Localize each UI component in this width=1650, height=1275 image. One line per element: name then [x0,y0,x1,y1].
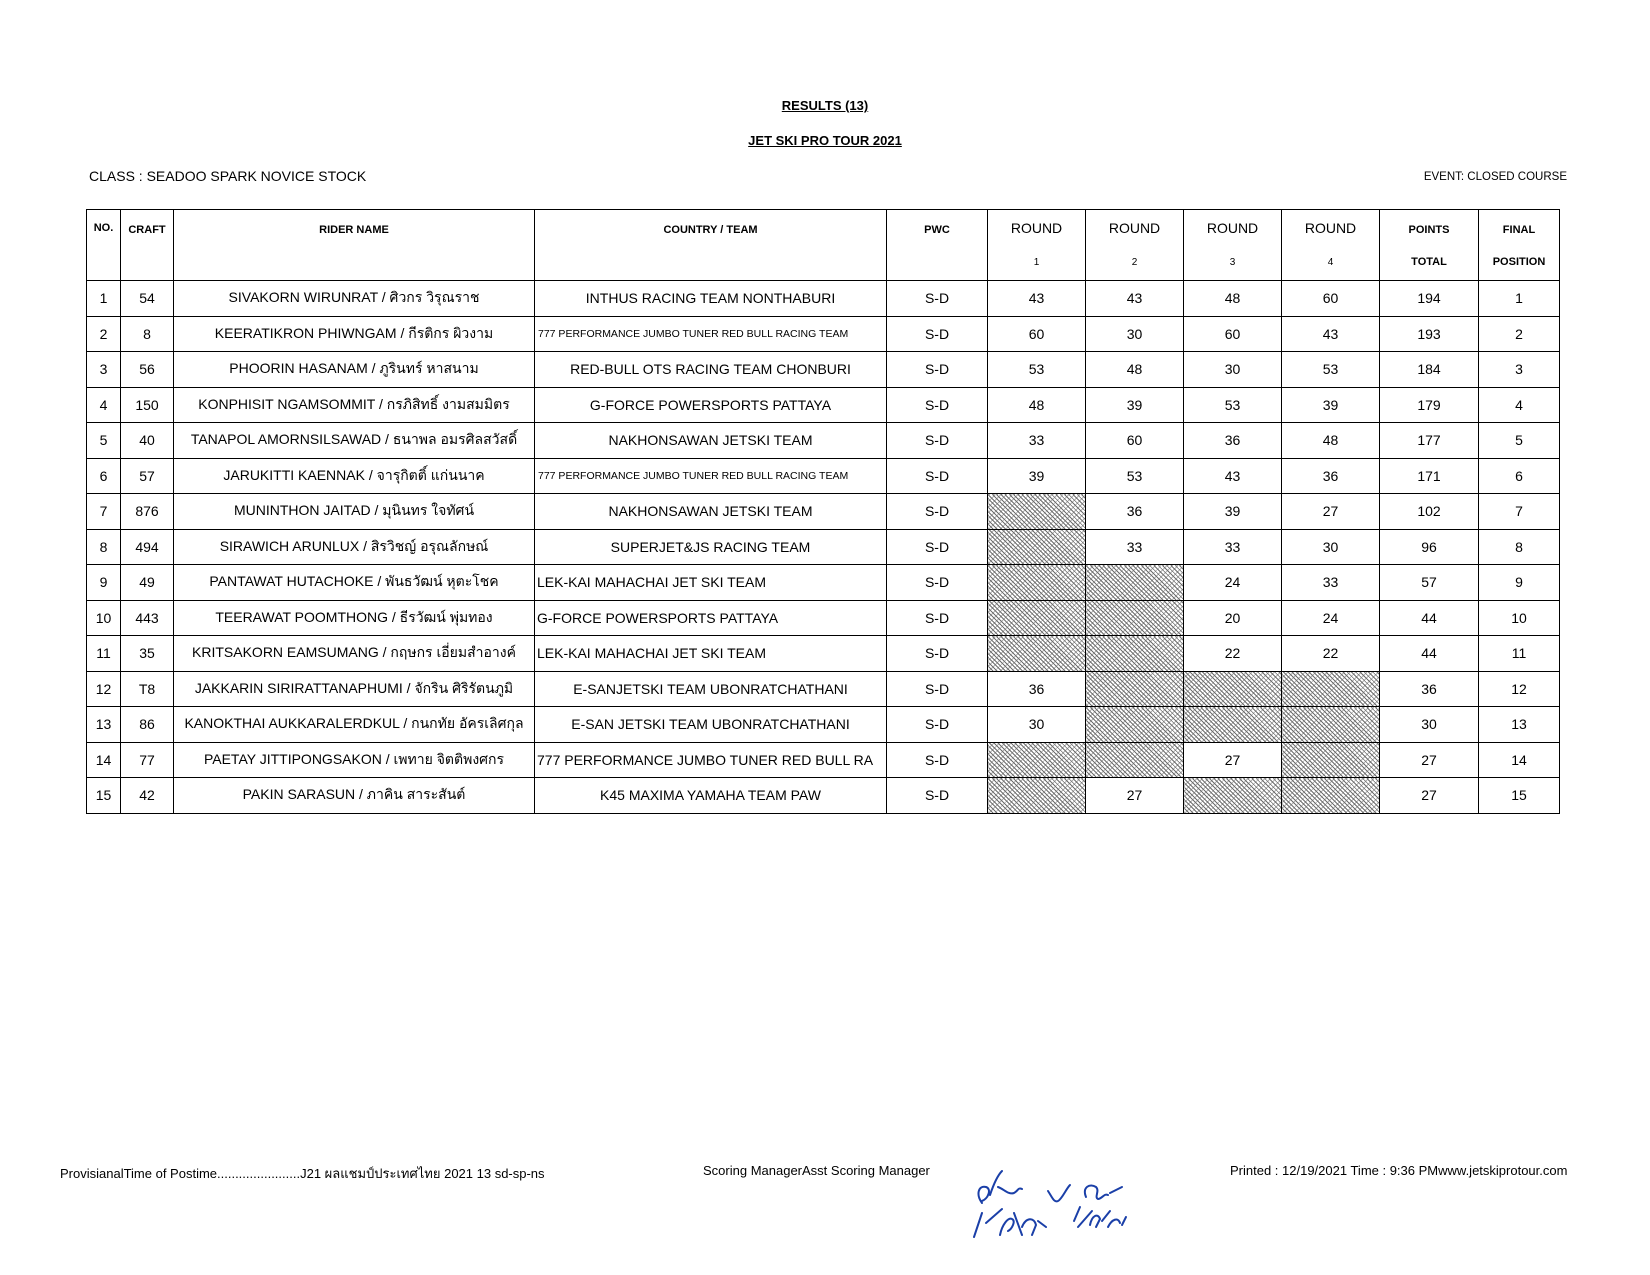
round-3-points: 24 [1184,565,1282,601]
round-3-points: 33 [1184,529,1282,565]
pwc-code: S-D [887,565,988,601]
page-subtitle: JET SKI PRO TOUR 2021 [748,133,902,148]
team-name: G-FORCE POWERSPORTS PATTAYA [535,387,887,423]
row-number: 9 [87,565,121,601]
row-number: 11 [87,636,121,672]
col-round-1: ROUND 1 [988,210,1086,281]
table-row [87,707,1560,743]
round-4-points: 36 [1282,458,1380,494]
col-no: NO. [87,210,121,281]
team-name: E-SAN JETSKI TEAM UBONRATCHATHANI [535,707,887,743]
craft-number: 86 [121,707,174,743]
pwc-code: S-D [887,423,988,459]
table-row [87,494,1560,530]
row-number: 3 [87,352,121,388]
craft-number: 150 [121,387,174,423]
team-name: INTHUS RACING TEAM NONTHABURI [535,281,887,317]
round-3-points: 36 [1184,423,1282,459]
page-title: RESULTS (13) [781,98,869,113]
round-3-points: 48 [1184,281,1282,317]
header-row [87,210,1560,281]
craft-number: 494 [121,529,174,565]
team-name: G-FORCE POWERSPORTS PATTAYA [535,600,887,636]
round-2-points [1086,707,1184,743]
class-label: CLASS : SEADOO SPARK NOVICE STOCK [89,168,367,184]
round-3-points: 43 [1184,458,1282,494]
rider-name: TANAPOL AMORNSILSAWAD / ธนาพล อมรศิลสวัสดิ์ [174,423,535,459]
final-position: 8 [1479,529,1560,565]
final-position: 15 [1479,778,1560,814]
results-table [86,209,1560,814]
pwc-code: S-D [887,352,988,388]
round-1-points [988,565,1086,601]
rider-name: KONPHISIT NGAMSOMMIT / กรภิสิทธิ์ งามสมมิตร [174,387,535,423]
round-1-points: 53 [988,352,1086,388]
table-row [87,387,1560,423]
round-4-points: 30 [1282,529,1380,565]
pwc-code: S-D [887,281,988,317]
total-points: 57 [1380,565,1479,601]
round-1-points [988,636,1086,672]
total-points: 30 [1380,707,1479,743]
round-4-points [1282,742,1380,778]
team-name: K45 MAXIMA YAMAHA TEAM PAW [535,778,887,814]
col-team: COUNTRY / TEAM [535,210,887,281]
footer-right: Printed : 12/19/2021 Time : 9:36 PMwww.jetskiprotour.com [1230,1163,1568,1178]
total-points: 171 [1380,458,1479,494]
craft-number: 443 [121,600,174,636]
round-2-points: 36 [1086,494,1184,530]
round-1-points [988,600,1086,636]
round-3-points: 27 [1184,742,1282,778]
table-row [87,565,1560,601]
row-number: 13 [87,707,121,743]
round-2-points: 39 [1086,387,1184,423]
pwc-code: S-D [887,600,988,636]
craft-number: 77 [121,742,174,778]
pwc-code: S-D [887,778,988,814]
row-number: 15 [87,778,121,814]
col-final-position: FINAL POSITION [1479,210,1560,281]
row-number: 2 [87,316,121,352]
round-3-points [1184,778,1282,814]
pwc-code: S-D [887,636,988,672]
round-2-points [1086,636,1184,672]
pwc-code: S-D [887,707,988,743]
final-position: 11 [1479,636,1560,672]
table-row [87,316,1560,352]
round-2-points: 33 [1086,529,1184,565]
total-points: 44 [1380,636,1479,672]
round-3-points: 39 [1184,494,1282,530]
round-4-points: 39 [1282,387,1380,423]
craft-number: 876 [121,494,174,530]
table-row [87,281,1560,317]
round-4-points: 27 [1282,494,1380,530]
rider-name: PANTAWAT HUTACHOKE / พันธวัฒน์ หุตะโชค [174,565,535,601]
round-4-points [1282,707,1380,743]
round-4-points: 24 [1282,600,1380,636]
total-points: 96 [1380,529,1479,565]
pwc-code: S-D [887,671,988,707]
craft-number: T8 [121,671,174,707]
round-1-points [988,529,1086,565]
craft-number: 54 [121,281,174,317]
col-craft: CRAFT [121,210,174,281]
round-3-points [1184,671,1282,707]
final-position: 9 [1479,565,1560,601]
total-points: 44 [1380,600,1479,636]
round-4-points: 43 [1282,316,1380,352]
total-points: 184 [1380,352,1479,388]
team-name: SUPERJET&JS RACING TEAM [535,529,887,565]
round-1-points: 33 [988,423,1086,459]
final-position: 10 [1479,600,1560,636]
table-row [87,458,1560,494]
craft-number: 49 [121,565,174,601]
final-position: 3 [1479,352,1560,388]
col-round-3: ROUND 3 [1184,210,1282,281]
team-name: LEK-KAI MAHACHAI JET SKI TEAM [535,565,887,601]
row-number: 14 [87,742,121,778]
rider-name: KEERATIKRON PHIWNGAM / กีรติกร ผิวงาม [174,316,535,352]
final-position: 5 [1479,423,1560,459]
total-points: 177 [1380,423,1479,459]
round-1-points [988,494,1086,530]
round-2-points: 48 [1086,352,1184,388]
rider-name: PHOORIN HASANAM / ภูรินทร์ หาสนาม [174,352,535,388]
total-points: 36 [1380,671,1479,707]
round-1-points: 43 [988,281,1086,317]
table-row [87,742,1560,778]
total-points: 179 [1380,387,1479,423]
total-points: 102 [1380,494,1479,530]
round-2-points [1086,742,1184,778]
row-number: 10 [87,600,121,636]
rider-name: PAKIN SARASUN / ภาคิน สาระสันต์ [174,778,535,814]
craft-number: 35 [121,636,174,672]
rider-name: SIRAWICH ARUNLUX / สิรวิชญ์ อรุณลักษณ์ [174,529,535,565]
round-1-points [988,778,1086,814]
footer-center: Scoring ManagerAsst Scoring Manager [703,1163,930,1178]
table-row [87,529,1560,565]
col-pwc: PWC [887,210,988,281]
col-rider: RIDER NAME [174,210,535,281]
row-number: 12 [87,671,121,707]
round-1-points: 60 [988,316,1086,352]
row-number: 1 [87,281,121,317]
round-3-points [1184,707,1282,743]
handwritten-signatures [962,1165,1152,1250]
round-4-points: 60 [1282,281,1380,317]
table-row [87,671,1560,707]
team-name: LEK-KAI MAHACHAI JET SKI TEAM [535,636,887,672]
team-name: NAKHONSAWAN JETSKI TEAM [535,423,887,459]
round-2-points [1086,671,1184,707]
craft-number: 8 [121,316,174,352]
final-position: 2 [1479,316,1560,352]
row-number: 7 [87,494,121,530]
pwc-code: S-D [887,529,988,565]
pwc-code: S-D [887,316,988,352]
total-points: 27 [1380,742,1479,778]
rider-name: PAETAY JITTIPONGSAKON / เพทาย จิตติพงศกร [174,742,535,778]
round-2-points: 60 [1086,423,1184,459]
craft-number: 57 [121,458,174,494]
total-points: 194 [1380,281,1479,317]
table-row [87,778,1560,814]
rider-name: KRITSAKORN EAMSUMANG / กฤษกร เอี่ยมสำอางค์ [174,636,535,672]
craft-number: 40 [121,423,174,459]
total-points: 27 [1380,778,1479,814]
round-4-points: 53 [1282,352,1380,388]
round-2-points [1086,600,1184,636]
round-2-points: 30 [1086,316,1184,352]
final-position: 13 [1479,707,1560,743]
final-position: 4 [1479,387,1560,423]
team-name: RED-BULL OTS RACING TEAM CHONBURI [535,352,887,388]
pwc-code: S-D [887,458,988,494]
row-number: 5 [87,423,121,459]
round-3-points: 53 [1184,387,1282,423]
rider-name: SIVAKORN WIRUNRAT / ศิวกร วิรุณราช [174,281,535,317]
round-1-points: 39 [988,458,1086,494]
round-3-points: 30 [1184,352,1282,388]
round-1-points: 36 [988,671,1086,707]
round-4-points [1282,778,1380,814]
table-row [87,636,1560,672]
round-1-points: 48 [988,387,1086,423]
col-round-2: ROUND 2 [1086,210,1184,281]
table-row [87,352,1560,388]
round-2-points [1086,565,1184,601]
round-2-points: 43 [1086,281,1184,317]
team-name: NAKHONSAWAN JETSKI TEAM [535,494,887,530]
round-4-points [1282,671,1380,707]
rider-name: TEERAWAT POOMTHONG / ธีรวัฒน์ พุ่มทอง [174,600,535,636]
table-row [87,600,1560,636]
round-1-points: 30 [988,707,1086,743]
rider-name: JAKKARIN SIRIRATTANAPHUMI / จักริน ศิริรัตนภูมิ [174,671,535,707]
row-number: 6 [87,458,121,494]
table-row [87,423,1560,459]
rider-name: KANOKTHAI AUKKARALERDKUL / กนกทัย อัครเลิศกุล [174,707,535,743]
final-position: 6 [1479,458,1560,494]
round-2-points: 53 [1086,458,1184,494]
final-position: 12 [1479,671,1560,707]
event-label: EVENT: CLOSED COURSE [1423,171,1567,183]
round-3-points: 20 [1184,600,1282,636]
pwc-code: S-D [887,742,988,778]
pwc-code: S-D [887,494,988,530]
final-position: 14 [1479,742,1560,778]
round-4-points: 22 [1282,636,1380,672]
craft-number: 42 [121,778,174,814]
final-position: 1 [1479,281,1560,317]
round-1-points [988,742,1086,778]
row-number: 8 [87,529,121,565]
rider-name: JARUKITTI KAENNAK / จารุกิตติ์ แก่นนาค [174,458,535,494]
round-2-points: 27 [1086,778,1184,814]
team-name: 777 PERFORMANCE JUMBO TUNER RED BULL RA [535,742,887,778]
row-number: 4 [87,387,121,423]
team-name: 777 PERFORMANCE JUMBO TUNER RED BULL RACING TEAM [535,458,887,494]
col-points-total: POINTS TOTAL [1380,210,1479,281]
round-4-points: 48 [1282,423,1380,459]
rider-name: MUNINTHON JAITAD / มุนินทร ใจทัศน์ [174,494,535,530]
total-points: 193 [1380,316,1479,352]
team-name: 777 PERFORMANCE JUMBO TUNER RED BULL RACING TEAM [535,316,887,352]
round-3-points: 22 [1184,636,1282,672]
round-3-points: 60 [1184,316,1282,352]
col-round-4: ROUND 4 [1282,210,1380,281]
final-position: 7 [1479,494,1560,530]
round-4-points: 33 [1282,565,1380,601]
craft-number: 56 [121,352,174,388]
team-name: E-SANJETSKI TEAM UBONRATCHATHANI [535,671,887,707]
pwc-code: S-D [887,387,988,423]
footer-left: ProvisianalTime of Postime.......................J21 ผลแชมป์ประเทศไทย 2021 13 sd-sp-ns [60,1166,545,1181]
